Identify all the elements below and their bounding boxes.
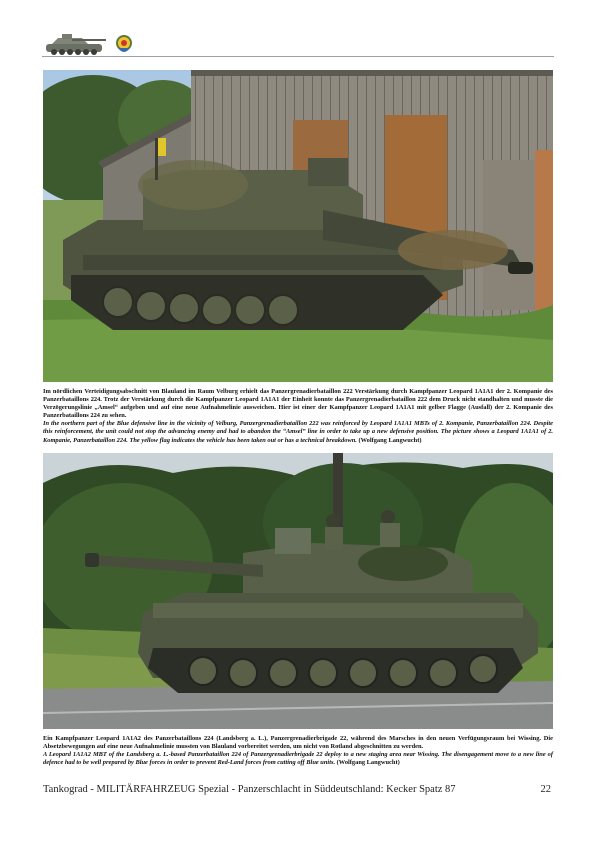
caption-english-2: A Leopard 1A1A2 MBT of the Landsberg a. L.-based Panzerbataillon 224 of Panzergrenadierbrigade 22 deploy to a new staging area near Wissing. The disengagement move to a new line of defence had to be well prepared by Blue forces in order to prevent Red-Land forces from cutting off Blue units. (43, 751, 553, 767)
header-rule (42, 56, 554, 57)
photo-leopard-road (43, 453, 553, 729)
page-footer (43, 784, 553, 795)
caption-english-1: In the northern part of the Blue defensive line in the vicinity of Velburg, Panzergrenadierbataillon 222 was reinforced by Leopard 1A1A1 MBTs of 2. Kompanie, Panzerbataillon 224. Despite this reinforcement, the unit could not stop the advancing enemy and had to abandon the “Amsel” line in order to take up a new defensive position. The picture shows a Leopard 1A1A1 of 2. Kompanie, Panzerbataillon 224. The yellow flag indicates the vehicle has been taken out or has a technical breakdown. (43, 420, 553, 444)
caption-german-1: Im nördlichen Verteidigungsabschnitt von Blauland im Raum Velburg erhielt das Panzergrenadierbataillon 222 Verstärkung durch Kampfpanzer Leopard 1A1A1 der 2. Kompanie des Panzerbataillons 224. Trotz der Verstärkung durch die Kampfpanzer Leopard 1A1A1 der Einheit konnte das Panzergrenadierbataillon 222 dem Druck nicht standhalten und musste die Verzögerungslinie „Amsel“ aufgeben und auf eine neue Aufnahmelinie ausweichen. Hier ist einer der Kampfpanzer Leopard 1A1A1 mit gelber Flagge (Ausfall) der 2. Kompanie des Panzerbataillons 224 zu sehen. (43, 388, 553, 420)
caption-photo-1 (43, 388, 553, 445)
photo-leopard-barn (43, 70, 553, 382)
caption-photo-2 (43, 735, 553, 767)
photo-credit-1: (Wolfgang Langwucht) (358, 436, 422, 444)
footer-title: Tankograd - MILITÄRFAHRZEUG Spezial - Panzerschlacht in Süddeutschland: Kecker Spatz 87 (43, 784, 456, 795)
page-number: 22 (540, 784, 551, 795)
caption-german-2: Ein Kampfpanzer Leopard 1A1A2 des Panzerbataillons 224 (Landsberg a. L.), Panzergrenadierbrigade 22, während des Marsches in den neuen Verfügungsraum bei Wissing. Die Absetzbewegungen auf eine neue Aufnahmelinie mussten von Blauland vorbereitet werden, um nicht von Rotland abgeschnitten zu werden. (43, 735, 553, 751)
photo-credit-2: (Wolfgang Langwucht) (336, 759, 400, 767)
crest-emblem-icon (114, 34, 134, 56)
tank-logo-icon (42, 30, 108, 58)
